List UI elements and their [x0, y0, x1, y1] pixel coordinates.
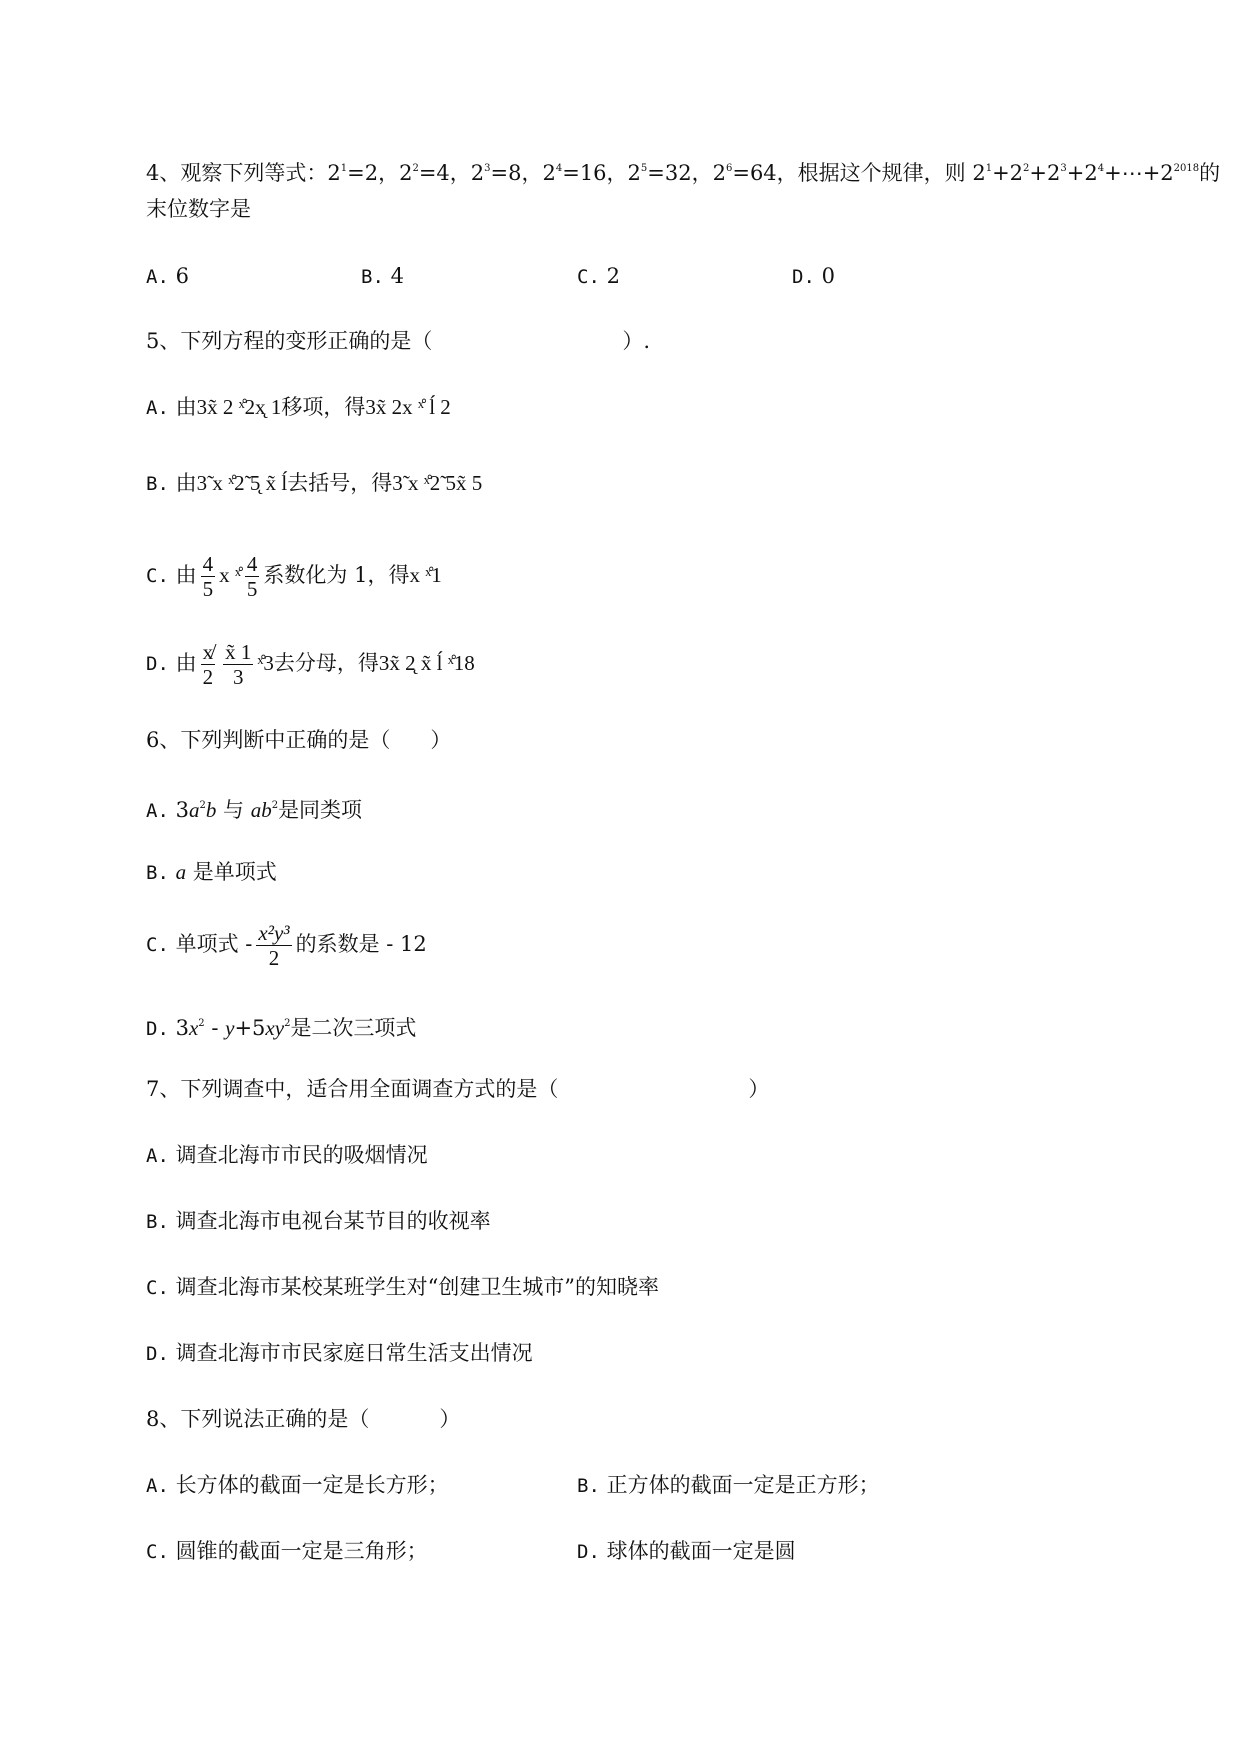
q4-seq: =32，2	[647, 161, 726, 185]
q8-stem-text: 8、下列说法正确的是（	[146, 1407, 370, 1431]
option-label: B.	[146, 1211, 169, 1233]
q5-stem-text: 5、下列方程的变形正确的是（	[146, 329, 433, 353]
equation: ˣ̊3	[257, 651, 274, 675]
q8-option-b[interactable]	[577, 1470, 880, 1501]
fraction-denominator: 5	[202, 577, 214, 601]
q4-seq: =8，2	[490, 161, 556, 185]
fraction	[201, 640, 216, 689]
fraction-numerator: x²y³	[258, 921, 290, 945]
option-label: C.	[577, 266, 600, 288]
option-label: A.	[146, 1145, 169, 1167]
option-text: 的系数是 - 12	[295, 932, 427, 956]
q7-option-d[interactable]	[146, 1338, 533, 1369]
math-sup: 2	[198, 1018, 205, 1029]
math-text: 3	[175, 1016, 189, 1040]
fraction-denominator: 3	[232, 665, 244, 689]
q7-stem-text: 7、下列调查中，适合用全面调查方式的是（	[146, 1077, 559, 1101]
equation: x ˣ̊	[219, 563, 241, 587]
q5-option-a[interactable]	[146, 392, 451, 423]
q7-stem-end: ）	[748, 1077, 770, 1101]
option-text: 4	[390, 264, 404, 288]
fraction	[256, 921, 291, 970]
q4-option-d[interactable]	[792, 261, 835, 292]
q4-seq: +2	[1029, 161, 1061, 185]
option-label: B.	[361, 266, 384, 288]
q8-option-a[interactable]	[146, 1470, 449, 1501]
q4-sup: 4	[1097, 163, 1105, 174]
q6-option-c[interactable]	[146, 917, 427, 972]
q4-option-c[interactable]	[577, 261, 620, 292]
q7-option-a[interactable]	[146, 1140, 428, 1171]
option-label: C.	[146, 1541, 169, 1563]
option-text: 调查北海市电视台某节目的收视率	[175, 1209, 491, 1233]
option-label: A.	[146, 397, 169, 419]
q4-sup: 3	[484, 163, 491, 174]
q4-seq: +⋯+2	[1104, 161, 1174, 185]
q8-option-d[interactable]	[577, 1536, 796, 1567]
fraction-denominator: 5	[246, 577, 258, 601]
math-variable: b	[205, 798, 217, 822]
q4-sup: 2018	[1173, 163, 1200, 174]
option-text: 去括号，得	[287, 471, 393, 495]
q5-stem	[146, 326, 650, 356]
fraction-numerator: 4	[246, 552, 258, 576]
equation: 3x̃ 2x ˣ̊ ĺ 2	[365, 395, 451, 419]
math-sup: 2	[284, 1018, 291, 1029]
q5-option-b[interactable]	[146, 468, 482, 499]
q4-sup: 2	[1023, 163, 1030, 174]
equation: 3x̃ 2̨ x̃ ĺ ˣ̊18	[378, 651, 475, 675]
q6-stem-text: 6、下列判断中正确的是（	[146, 728, 391, 752]
option-text: 单项式 -	[175, 932, 253, 956]
q4-seq: =2，2	[347, 161, 413, 185]
option-label: B.	[146, 473, 169, 495]
fraction	[201, 552, 216, 601]
math-sup: 2	[199, 800, 206, 811]
fraction-numerator: x̃ 1	[225, 640, 252, 664]
q4-seq: +2	[1066, 161, 1098, 185]
option-label: B.	[577, 1475, 600, 1497]
q4-sup: 4	[555, 163, 563, 174]
option-label: D.	[146, 653, 169, 675]
q7-option-b[interactable]	[146, 1206, 491, 1237]
q5-option-c[interactable]	[146, 548, 442, 603]
option-text: 去分母，得	[273, 651, 379, 675]
option-text: 由	[175, 471, 197, 495]
math-variable: y	[225, 1016, 235, 1040]
q6-stem-end: ）	[430, 728, 452, 752]
q5-stem-end: ）.	[622, 329, 651, 353]
option-text: 是单项式	[186, 860, 277, 884]
q4-sup: 1	[985, 163, 993, 174]
q6-option-d[interactable]	[146, 1009, 416, 1044]
q7-stem	[146, 1074, 769, 1104]
option-text: 由	[175, 563, 197, 587]
q8-stem	[146, 1404, 460, 1434]
math-variable: xy	[265, 1016, 285, 1040]
equation: 3x̃ 2 ˣ̊2x̨ 1	[196, 395, 282, 419]
math-variable: ab	[250, 798, 272, 822]
q6-stem	[146, 725, 451, 755]
math-text: +5	[234, 1016, 266, 1040]
math-variable: x	[188, 1016, 199, 1040]
equation: 3̃ x ˣ̊2̃ 5̨ x̃ ĺ	[196, 471, 288, 495]
fraction-numerator: x̸	[202, 640, 214, 664]
q6-option-a[interactable]	[146, 791, 362, 826]
q4-stem-line2: 末位数字是	[146, 197, 251, 221]
option-label: D.	[146, 1343, 169, 1365]
option-text: 由	[175, 395, 197, 419]
option-text: 是二次三项式	[290, 1016, 417, 1040]
option-label: D.	[792, 266, 815, 288]
option-text: 调查北海市市民家庭日常生活支出情况	[175, 1341, 533, 1365]
fraction	[223, 640, 253, 689]
fraction-denominator: 2	[202, 665, 214, 689]
q4-seq: 的	[1199, 161, 1221, 185]
option-label: D.	[146, 1018, 169, 1040]
equation: 3̃ x ˣ̊2̃ 5x̃ 5	[392, 471, 483, 495]
q4-seq: +2	[992, 161, 1024, 185]
option-text: 6	[175, 264, 189, 288]
option-label: A.	[146, 800, 169, 822]
q4-sup: 6	[725, 163, 733, 174]
option-label: A.	[146, 266, 169, 288]
math-text: -	[204, 1016, 226, 1040]
option-text: 球体的截面一定是圆	[606, 1539, 796, 1563]
math-sup: 2	[271, 800, 279, 811]
option-text: 2	[606, 264, 620, 288]
option-label: C.	[146, 934, 169, 956]
fraction-denominator: 2	[268, 946, 280, 970]
math-text: 3	[175, 798, 189, 822]
option-text: 圆锥的截面一定是三角形；	[175, 1539, 428, 1563]
option-text: 0	[821, 264, 835, 288]
q4-stem-prefix: 4、观察下列等式：2	[146, 161, 341, 185]
option-text: 是同类项	[278, 798, 363, 822]
option-label: C.	[146, 1277, 169, 1299]
option-label: A.	[146, 1475, 169, 1497]
fraction-numerator: 4	[202, 552, 214, 576]
option-text: 系数化为 1，得	[263, 563, 410, 587]
math-variable: a	[188, 798, 200, 822]
q4-option-a[interactable]	[146, 261, 189, 292]
option-text: 调查北海市某校某班学生对“创建卫生城市”的知晓率	[175, 1275, 660, 1299]
option-label: B.	[146, 862, 169, 884]
fraction	[245, 552, 260, 601]
option-text: 与	[216, 798, 251, 822]
q8-option-c[interactable]	[146, 1536, 428, 1567]
q4-sup: 3	[1060, 163, 1067, 174]
q4-seq: =16，2	[562, 161, 641, 185]
q4-option-b[interactable]	[361, 261, 404, 292]
math-variable: a	[175, 860, 187, 884]
option-label: C.	[146, 565, 169, 587]
q4-stem-line1	[146, 154, 1220, 188]
option-text: 调查北海市市民的吸烟情况	[175, 1143, 428, 1167]
q4-seq: =4，2	[418, 161, 485, 185]
q6-option-b[interactable]	[146, 857, 277, 888]
q4-sup: 1	[340, 163, 348, 174]
q5-option-d[interactable]	[146, 636, 475, 691]
option-text: 由	[175, 651, 197, 675]
q8-stem-end: ）	[439, 1407, 461, 1431]
q4-sup: 5	[640, 163, 648, 174]
option-text: 长方体的截面一定是长方形；	[175, 1473, 449, 1497]
option-text: 正方体的截面一定是正方形；	[606, 1473, 880, 1497]
q4-seq: =64，根据这个规律，则 2	[732, 161, 986, 185]
q4-sup: 2	[412, 163, 419, 174]
q7-option-c[interactable]	[146, 1272, 659, 1303]
equation: x ˣ̊1	[409, 563, 442, 587]
option-text: 移项，得	[281, 395, 366, 419]
option-label: D.	[577, 1541, 600, 1563]
